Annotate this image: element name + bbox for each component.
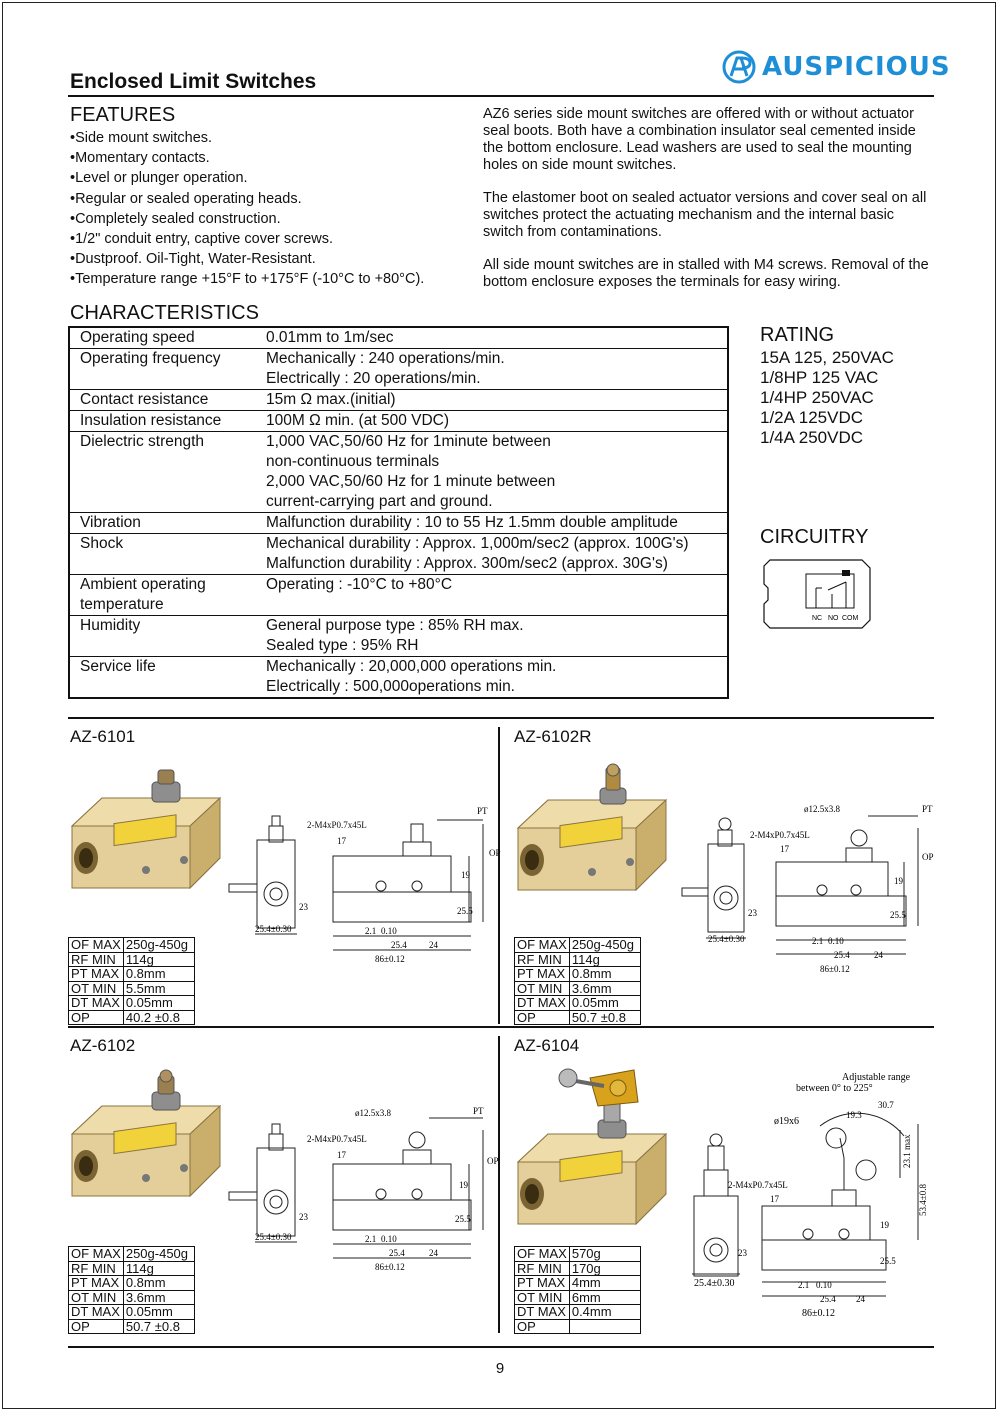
table-row <box>69 967 195 982</box>
spec-value: 250g-450g <box>569 938 640 953</box>
dim-pt: PT <box>922 804 933 814</box>
terminal-label-com: COM <box>842 615 859 622</box>
dim-25-4-tol: 25.4±0.30 <box>255 1232 292 1242</box>
features-heading: FEATURES <box>70 104 176 126</box>
table-row <box>69 981 195 996</box>
spec-key: OP <box>69 1010 124 1025</box>
switch-photo-az6101 <box>68 760 228 895</box>
svg-text:2-M4xP0.7x45L <box>307 820 367 830</box>
spec-value: 170g <box>569 1261 640 1276</box>
dim-0-10: 0.10 <box>816 1280 832 1290</box>
spec-key: OF MAX <box>515 1247 570 1262</box>
spec-key: DT MAX <box>515 996 570 1011</box>
char-value-line: 0.01mm to 1m/sec <box>266 329 394 346</box>
section-rule <box>68 1346 934 1348</box>
dim-86: 86±0.12 <box>820 964 850 974</box>
spec-key: PT MAX <box>69 1276 124 1291</box>
page-title: Enclosed Limit Switches <box>70 70 317 93</box>
char-value <box>256 327 728 349</box>
description-paragraph: AZ6 series side mount switches are offered with or without actuator seal boots. Both have a combination insulator seal cemented inside the bottom enclosure. Lead washers are used to seal the mounting holes on side mount switches. <box>483 106 916 173</box>
spec-value: 570g <box>569 1247 640 1262</box>
dim-23-1-max: 23.1 max <box>902 1134 912 1168</box>
spec-value: 250g-450g <box>123 938 194 953</box>
dimension-drawing-az6101 <box>225 798 501 970</box>
table-row <box>515 996 641 1011</box>
spec-value: 3.6mm <box>123 1290 194 1305</box>
dim-25-5: 25.5 <box>455 1214 471 1224</box>
spec-value: 0.8mm <box>123 1276 194 1291</box>
circuitry-diagram <box>762 558 872 630</box>
feature-item: • Completely sealed construction. <box>70 209 424 229</box>
spec-value: 0.05mm <box>123 1305 194 1320</box>
dim-24: 24 <box>874 950 883 960</box>
dimension-drawing-az6104 <box>690 1066 934 1322</box>
dim-pt: PT <box>477 806 488 816</box>
dim-25-4: 25.4 <box>834 950 850 960</box>
spec-value: 50.7 ±0.8 <box>123 1319 194 1334</box>
spec-value: 114g <box>123 1261 194 1276</box>
char-key: Service life <box>69 657 256 699</box>
dim-25-5: 25.5 <box>880 1256 896 1266</box>
dim-25-5: 25.5 <box>890 910 906 920</box>
dim-25-4-tol: 25.4±0.30 <box>708 934 745 944</box>
dim-23: 23 <box>738 1248 747 1258</box>
description-paragraph: The elastomer boot on sealed actuator versions and cover seal on all switches protect the actuating mechanism and the internal basic switch from contaminations. <box>483 190 927 240</box>
table-row <box>515 1276 641 1291</box>
table-row <box>515 1010 641 1025</box>
spec-key: OF MAX <box>69 938 124 953</box>
dim-diameter: ø12.5x3.8 <box>804 804 840 814</box>
char-key: Insulation resistance <box>69 411 256 432</box>
spec-key: DT MAX <box>69 1305 124 1320</box>
switch-photo-az6104 <box>514 1062 684 1232</box>
title-rule <box>68 95 934 97</box>
char-value <box>256 349 728 390</box>
dim-0-10: 0.10 <box>381 926 397 936</box>
dim-2-1: 2.1 <box>812 936 824 946</box>
spec-key: PT MAX <box>515 967 570 982</box>
dim-25-4: 25.4 <box>391 940 407 950</box>
spec-key: OT MIN <box>69 981 124 996</box>
spec-value: 0.8mm <box>569 967 640 982</box>
rating-item: 1/4A 250VDC <box>760 428 864 447</box>
rating-item: 1/4HP 250VAC <box>760 388 874 407</box>
spec-value: 4mm <box>569 1276 640 1291</box>
char-value-line: Sealed type : 95% RH <box>266 637 419 654</box>
spec-key: RF MIN <box>69 952 124 967</box>
table-row <box>515 952 641 967</box>
feature-item: • 1/2" conduit entry, captive cover screws. <box>70 229 424 249</box>
table-row <box>515 1261 641 1276</box>
spec-key: DT MAX <box>515 1305 570 1320</box>
dim-pt: PT <box>473 1106 484 1116</box>
dim-30-7: 30.7 <box>878 1100 894 1110</box>
table-row <box>69 657 728 699</box>
spec-table-az6101 <box>68 937 195 1025</box>
char-value <box>256 411 728 432</box>
switch-photo-az6102r <box>514 758 674 898</box>
spec-key: OF MAX <box>69 1247 124 1262</box>
char-key: Shock <box>69 534 256 575</box>
char-key: Operating frequency <box>69 349 256 390</box>
dim-diameter: ø12.5x3.8 <box>355 1108 391 1118</box>
table-row <box>69 1290 195 1305</box>
dim-screw: 2-M4xP0.7x45L <box>728 1180 788 1190</box>
spec-value: 0.4mm <box>569 1305 640 1320</box>
dimension-drawing-az6102r <box>680 800 940 980</box>
page-number: 9 <box>495 1360 505 1377</box>
spec-table-az6104 <box>514 1246 641 1334</box>
table-row <box>515 1247 641 1262</box>
table-row <box>69 952 195 967</box>
char-value-line: 2,000 VAC,50/60 Hz for 1 minute between <box>266 473 556 490</box>
spec-key: PT MAX <box>69 967 124 982</box>
char-value-line: non-continuous terminals <box>266 453 440 470</box>
spec-key: OT MIN <box>515 1290 570 1305</box>
spec-value: 0.05mm <box>569 996 640 1011</box>
table-row <box>69 616 728 657</box>
spec-value <box>569 1319 640 1334</box>
spec-value: 50.7 ±0.8 <box>569 1010 640 1025</box>
char-key: Operating speed <box>69 327 256 349</box>
char-value-line: Mechanical durability : Approx. 1,000m/sec2 (approx. 100G's) <box>266 535 689 552</box>
dim-23: 23 <box>299 1212 308 1222</box>
table-row <box>69 1276 195 1291</box>
table-row <box>69 1319 195 1334</box>
char-value <box>256 657 728 699</box>
char-value-line: General purpose type : 85% RH max. <box>266 617 524 634</box>
table-row <box>69 411 728 432</box>
char-value-line: Malfunction durability : Approx. 300m/sec2 (approx. 30G's) <box>266 555 668 572</box>
dim-screw: 2-M4xP0.7x45L <box>307 820 367 830</box>
adjustable-range-value: between 0° to 225° <box>796 1083 873 1094</box>
column-rule <box>498 1036 500 1333</box>
dim-17: 17 <box>770 1194 779 1204</box>
dim-86: 86±0.12 <box>375 954 405 964</box>
spec-value: 0.8mm <box>123 967 194 982</box>
table-row <box>515 1305 641 1320</box>
dim-25-4-tol: 25.4±0.30 <box>694 1278 735 1289</box>
table-row <box>69 513 728 534</box>
spec-key: OP <box>515 1319 570 1334</box>
char-key: Contact resistance <box>69 390 256 411</box>
dim-25-4: 25.4 <box>389 1248 405 1258</box>
table-row <box>69 349 728 390</box>
dim-screw: 2-M4xP0.7x45L <box>307 1134 367 1144</box>
rating-item: 1/2A 125VDC <box>760 408 864 427</box>
dim-17: 17 <box>337 836 346 846</box>
dim-19: 19 <box>459 1180 468 1190</box>
brand-name: AUSPICIOUS <box>762 52 951 82</box>
brand-mark-icon <box>722 50 758 84</box>
rating-item: 15A 125, 250VAC <box>760 348 894 367</box>
spec-table-az6102r <box>514 937 641 1025</box>
spec-value: 40.2 ±0.8 <box>123 1010 194 1025</box>
char-value-line: Operating : -10°C to +80°C <box>266 576 453 593</box>
dim-23: 23 <box>748 908 757 918</box>
spec-value: 6mm <box>569 1290 640 1305</box>
char-value-line: 15m Ω max.(initial) <box>266 391 396 408</box>
characteristics-table <box>68 326 729 699</box>
spec-key: RF MIN <box>69 1261 124 1276</box>
dim-24: 24 <box>429 1248 438 1258</box>
spec-value: 114g <box>569 952 640 967</box>
dim-0-10: 0.10 <box>381 1234 397 1244</box>
char-value-line: 1,000 VAC,50/60 Hz for 1minute between <box>266 433 551 450</box>
spec-key: RF MIN <box>515 952 570 967</box>
table-row <box>69 1261 195 1276</box>
dim-53-4: 53.4±0.8 <box>918 1184 928 1216</box>
dim-17: 17 <box>780 844 789 854</box>
table-row <box>515 981 641 996</box>
table-row <box>515 1290 641 1305</box>
char-key: Dielectric strength <box>69 432 256 513</box>
table-row <box>69 327 728 349</box>
char-value-line: 100M Ω min. (at 500 VDC) <box>266 412 450 429</box>
table-row <box>69 996 195 1011</box>
spec-value: 5.5mm <box>123 981 194 996</box>
char-key: Humidity <box>69 616 256 657</box>
description-paragraph: All side mount switches are in stalled with M4 screws. Removal of the bottom enclosure exposes the terminals for easy wiring. <box>483 257 929 290</box>
dim-24: 24 <box>429 940 438 950</box>
dim-86: 86±0.12 <box>375 1262 405 1272</box>
char-value <box>256 390 728 411</box>
char-value-line: Mechanically : 20,000,000 operations min. <box>266 658 557 675</box>
characteristics-heading: CHARACTERISTICS <box>70 302 259 324</box>
spec-key: OP <box>515 1010 570 1025</box>
char-value-line: current-carrying part and ground. <box>266 493 493 510</box>
model-name: AZ-6104 <box>514 1036 580 1055</box>
brand-logo <box>722 50 951 84</box>
table-row <box>69 534 728 575</box>
column-rule <box>498 727 500 1024</box>
dim-24: 24 <box>856 1294 865 1304</box>
model-name: AZ-6102R <box>514 727 592 746</box>
spec-key: PT MAX <box>515 1276 570 1291</box>
dim-17: 17 <box>337 1150 346 1160</box>
feature-item: • Temperature range +15°F to +175°F (-10°C to +80°C). <box>70 269 424 289</box>
char-value <box>256 432 728 513</box>
section-rule <box>68 1026 934 1028</box>
table-row <box>69 575 728 616</box>
dim-op: OP <box>922 852 934 862</box>
rating-heading: RATING <box>760 324 835 346</box>
table-row <box>515 1319 641 1334</box>
rating-item: 1/8HP 125 VAC <box>760 368 879 387</box>
adjustable-range-label: Adjustable range <box>842 1072 911 1083</box>
dim-23: 23 <box>299 902 308 912</box>
dim-0-10: 0.10 <box>828 936 844 946</box>
dimension-drawing-az6102 <box>225 1104 499 1284</box>
table-row <box>69 432 728 513</box>
char-value <box>256 616 728 657</box>
char-value <box>256 513 728 534</box>
rating-list <box>760 348 894 448</box>
table-row <box>69 1247 195 1262</box>
spec-key: OP <box>69 1319 124 1334</box>
table-row <box>515 938 641 953</box>
section-rule <box>68 717 934 719</box>
feature-item: • Side mount switches. <box>70 128 424 148</box>
dim-2-1: 2.1 <box>365 926 377 936</box>
terminal-label-no: NO <box>828 615 839 622</box>
dim-19: 19 <box>894 876 903 886</box>
table-row <box>69 938 195 953</box>
dim-screw: 2-M4xP0.7x45L <box>750 830 810 840</box>
spec-key: OT MIN <box>69 1290 124 1305</box>
spec-value: 250g-450g <box>123 1247 194 1262</box>
spec-key: RF MIN <box>515 1261 570 1276</box>
char-value <box>256 534 728 575</box>
feature-item: • Level or plunger operation. <box>70 168 424 188</box>
spec-key: OF MAX <box>515 938 570 953</box>
spec-value: 0.05mm <box>123 996 194 1011</box>
spec-key: OT MIN <box>515 981 570 996</box>
feature-item: • Momentary contacts. <box>70 148 424 168</box>
circuitry-heading: CIRCUITRY <box>760 526 869 548</box>
spec-table-az6102 <box>68 1246 195 1334</box>
dim-diameter: ø19x6 <box>774 1116 799 1127</box>
char-value <box>256 575 728 616</box>
table-row <box>69 390 728 411</box>
dim-op: OP <box>487 1156 499 1166</box>
dim-25-5: 25.5 <box>457 906 473 916</box>
char-key: Ambient operating temperature <box>69 575 256 616</box>
feature-item: • Regular or sealed operating heads. <box>70 189 424 209</box>
spec-value: 3.6mm <box>569 981 640 996</box>
table-row <box>69 1305 195 1320</box>
dim-19: 19 <box>461 870 470 880</box>
feature-item: • Dustproof. Oil-Tight, Water-Resistant. <box>70 249 424 269</box>
dim-25-4: 25.4 <box>820 1294 836 1304</box>
switch-photo-az6102 <box>68 1064 228 1204</box>
features-list <box>70 128 424 290</box>
dim-2-1: 2.1 <box>365 1234 377 1244</box>
table-row <box>515 967 641 982</box>
model-name: AZ-6101 <box>70 727 136 746</box>
dim-op: OP <box>489 848 501 858</box>
dim-86: 86±0.12 <box>802 1308 835 1319</box>
model-name: AZ-6102 <box>70 1036 136 1055</box>
dim-2-1: 2.1 <box>798 1280 810 1290</box>
dim-25-4-tol: 25.4±0.30 <box>255 924 292 934</box>
char-key: Vibration <box>69 513 256 534</box>
char-value-line: Electrically : 500,000operations min. <box>266 678 515 695</box>
char-value-line: Electrically : 20 operations/min. <box>266 370 481 387</box>
terminal-label-nc: NC <box>812 615 823 622</box>
dim-19-3: 19.3 <box>846 1110 862 1120</box>
spec-key: DT MAX <box>69 996 124 1011</box>
table-row <box>69 1010 195 1025</box>
dim-19: 19 <box>880 1220 889 1230</box>
char-value-line: Malfunction durability : 10 to 55 Hz 1.5mm double amplitude <box>266 514 678 531</box>
char-value-line: Mechanically : 240 operations/min. <box>266 350 505 367</box>
spec-value: 114g <box>123 952 194 967</box>
